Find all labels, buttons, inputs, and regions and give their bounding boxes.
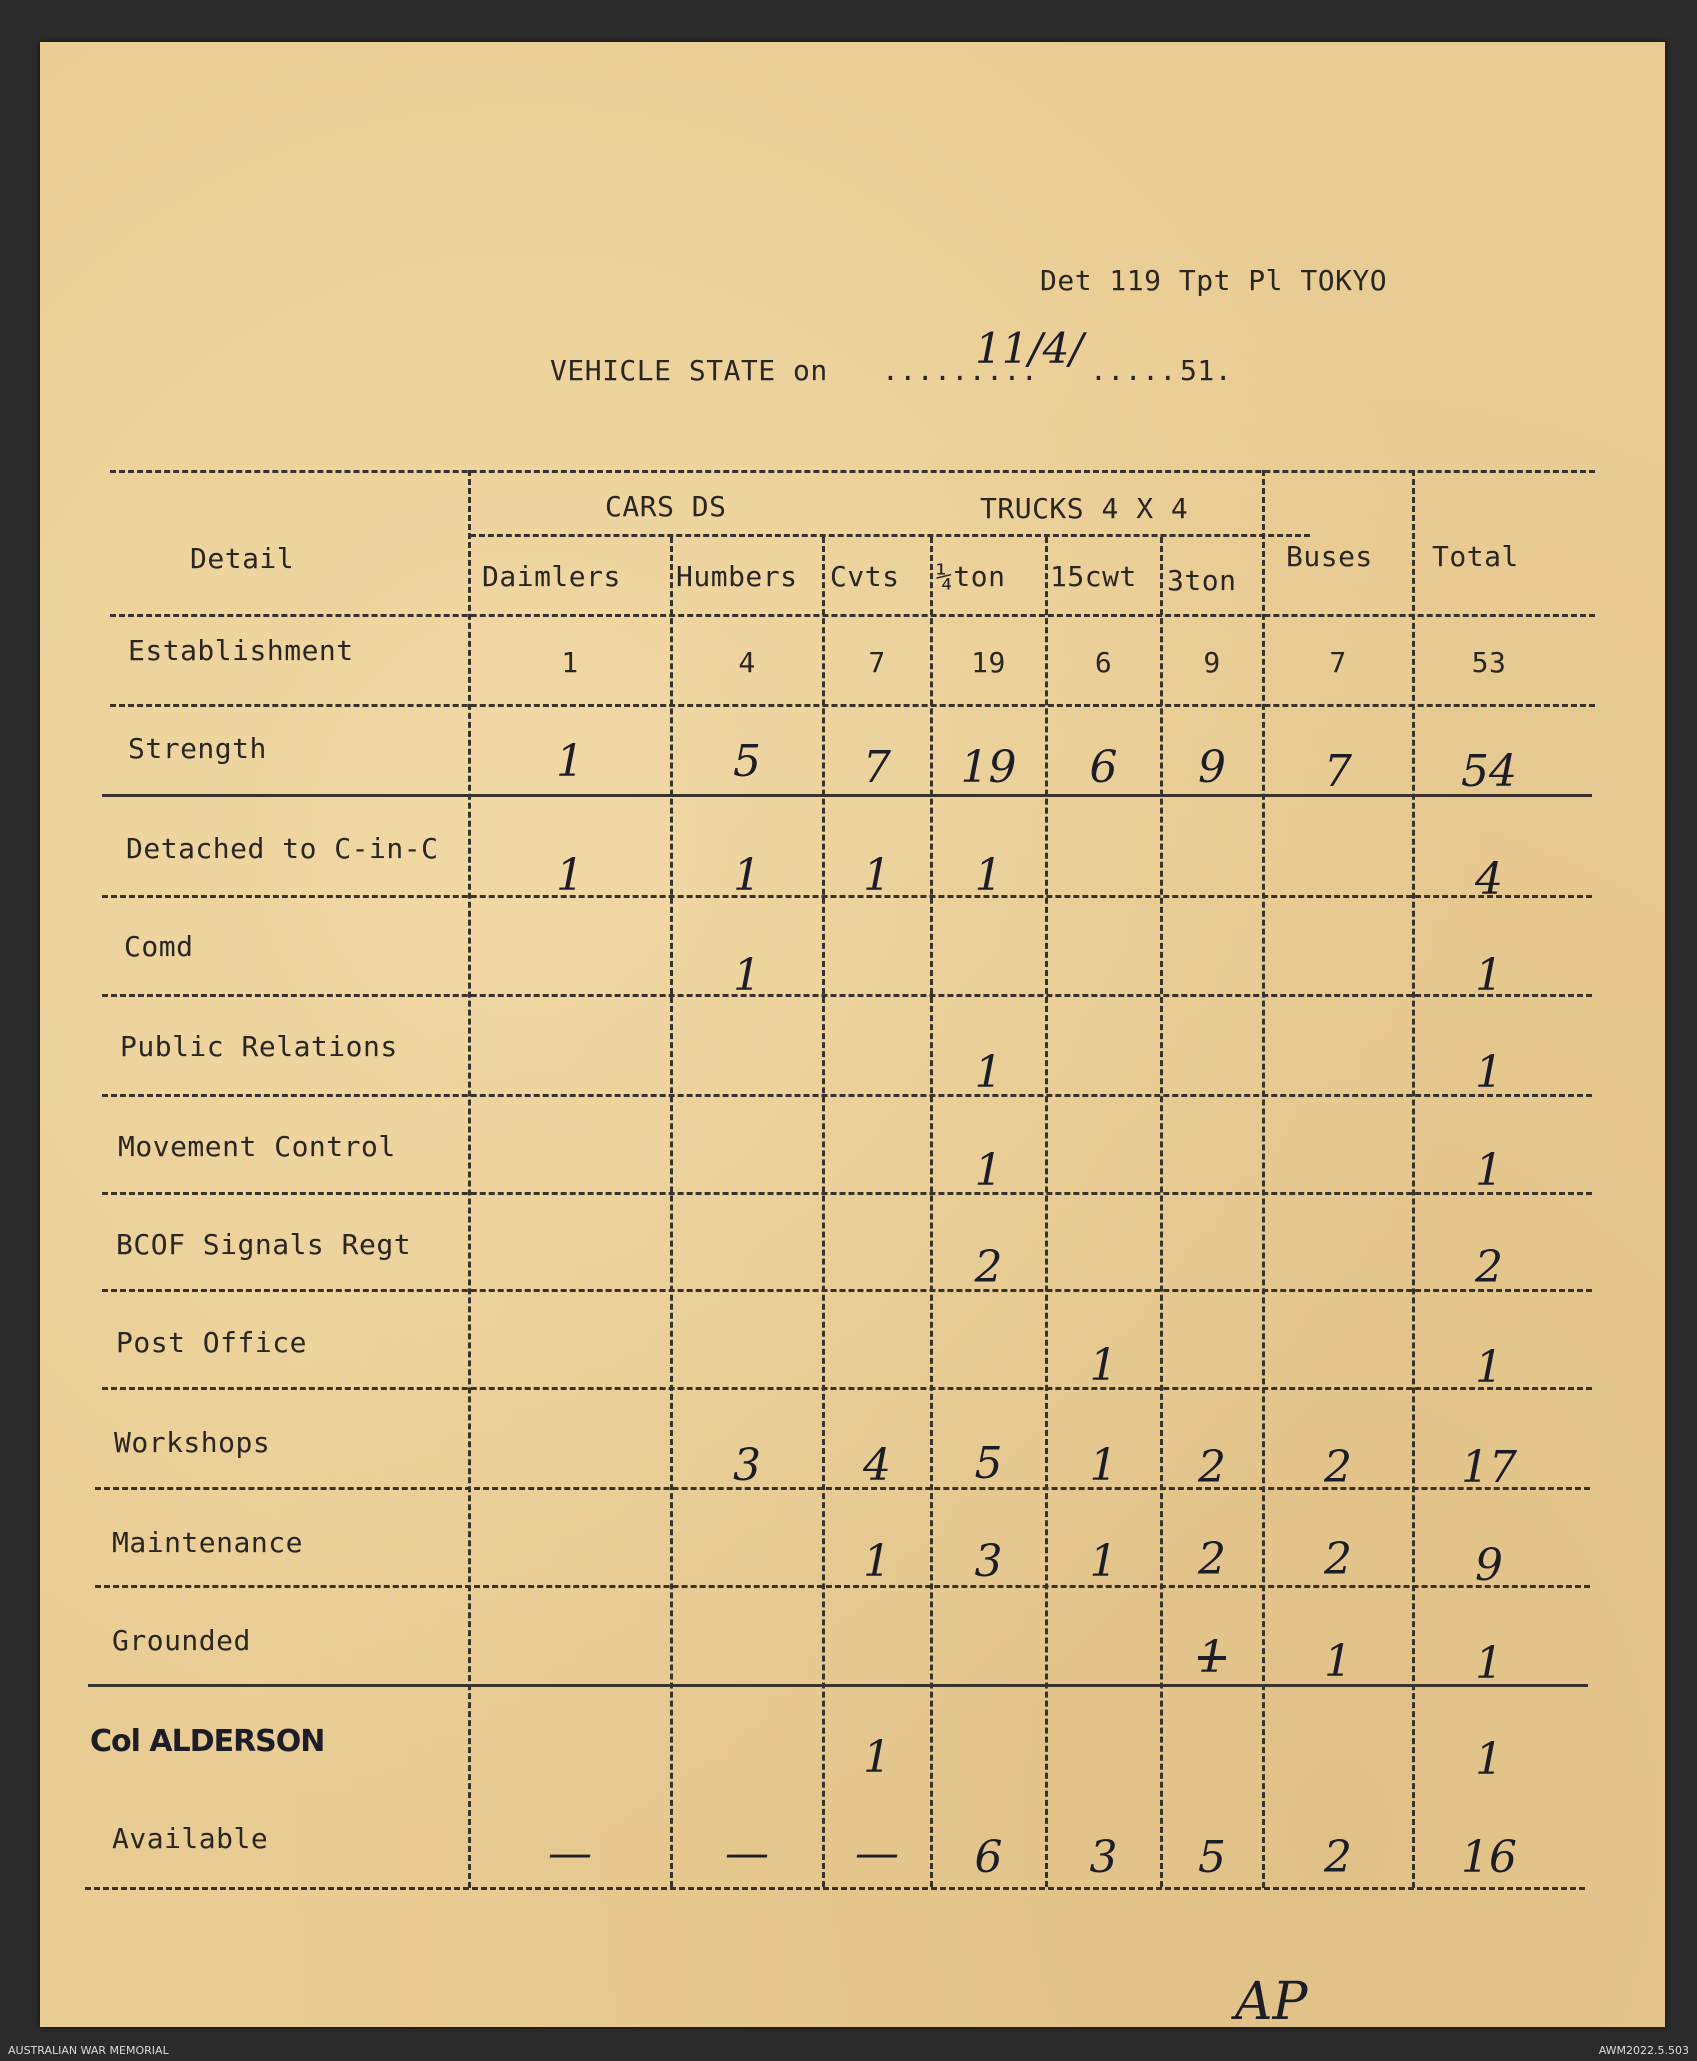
column-rule	[1045, 537, 1048, 1887]
available-3ton: 5	[1198, 1832, 1226, 1883]
cars-group-header: CARS DS	[605, 490, 727, 523]
handwritten-date: 11/4/	[975, 324, 1084, 373]
workshops-quarter-ton: 5	[974, 1438, 1003, 1489]
daimlers-header: Daimlers	[482, 560, 621, 593]
header-bottom-rule	[110, 614, 1595, 617]
bcof-signals-total: 2	[1475, 1242, 1503, 1293]
strength-quarter-ton: 19	[960, 742, 1017, 793]
maintenance-quarter-ton: 3	[974, 1536, 1003, 1587]
cvts-header: Cvts	[830, 560, 900, 593]
trucks-group-header: TRUCKS 4 X 4	[980, 492, 1189, 525]
column-rule	[822, 537, 825, 1887]
quarter-ton-header: ¼ton	[936, 560, 1006, 593]
footer-accession-number: AWM2022.5.503	[1598, 2044, 1689, 2057]
row-label-establishment: Establishment	[128, 634, 354, 667]
movement-control-total: 1	[1475, 1145, 1503, 1196]
detached-humbers: 1	[733, 850, 761, 901]
strength-total: 54	[1461, 746, 1517, 797]
title-dots-right: .....	[1090, 354, 1177, 387]
subheader-rule	[470, 534, 1310, 537]
row-label-grounded: Grounded	[112, 1624, 251, 1657]
humbers-header: Humbers	[676, 560, 798, 593]
alderson-cvts: 1	[863, 1732, 891, 1783]
available-15cwt: 3	[1089, 1832, 1118, 1883]
establishment-humbers: 4	[738, 646, 756, 679]
buses-header: Buses	[1286, 540, 1373, 573]
available-daimlers: —	[548, 1828, 592, 1879]
row-rule	[102, 1094, 1592, 1097]
row-label-workshops: Workshops	[114, 1426, 271, 1459]
grounded-3ton: 1	[1198, 1632, 1226, 1683]
available-quarter-ton: 6	[974, 1832, 1003, 1883]
row-label-col-alderson: Col ALDERSON	[90, 1724, 325, 1759]
establishment-quarter-ton: 19	[971, 646, 1006, 679]
row-label-movement-control: Movement Control	[118, 1130, 396, 1163]
workshops-total: 17	[1461, 1442, 1517, 1493]
maintenance-3ton: 2	[1198, 1534, 1226, 1585]
table-top-rule	[110, 470, 1595, 473]
strength-buses: 7	[1324, 746, 1352, 797]
post-office-15cwt: 1	[1089, 1340, 1118, 1391]
detached-daimlers: 1	[556, 850, 584, 901]
alderson-total: 1	[1475, 1734, 1503, 1785]
column-rule	[1160, 537, 1163, 1887]
available-total: 16	[1461, 1832, 1517, 1883]
strength-3ton: 9	[1198, 742, 1226, 793]
movement-control-quarter-ton: 1	[974, 1145, 1003, 1196]
establishment-total: 53	[1471, 646, 1507, 679]
row-label-public-relations: Public Relations	[120, 1030, 398, 1063]
row-label-available: Available	[112, 1822, 269, 1855]
total-header: Total	[1432, 540, 1519, 573]
row-label-strength: Strength	[128, 732, 267, 765]
workshops-humbers: 3	[733, 1440, 761, 1491]
establishment-cvts: 7	[868, 646, 886, 679]
detail-column-rule	[468, 470, 471, 1888]
establishment-bottom-rule	[110, 704, 1595, 707]
15cwt-header: 15cwt	[1050, 560, 1137, 593]
table-bottom-rule	[85, 1887, 1585, 1890]
row-label-bcof-signals: BCOF Signals Regt	[116, 1228, 412, 1261]
public-relations-total: 1	[1475, 1047, 1503, 1098]
maintenance-15cwt: 1	[1089, 1536, 1118, 1587]
establishment-3ton: 9	[1203, 646, 1221, 679]
grounded-total: 1	[1475, 1638, 1503, 1689]
maintenance-cvts: 1	[863, 1536, 891, 1587]
row-rule	[102, 1289, 1592, 1292]
title-prefix: VEHICLE STATE on	[550, 354, 828, 387]
workshops-3ton: 2	[1198, 1442, 1226, 1493]
detail-header: Detail	[190, 542, 295, 575]
unit-heading: Det 119 Tpt Pl TOKYO	[1040, 264, 1388, 297]
strength-humbers: 5	[733, 736, 761, 787]
row-rule	[102, 994, 1592, 997]
row-label-detached: Detached to C-in-C	[126, 832, 439, 865]
workshops-cvts: 4	[863, 1440, 891, 1491]
row-rule	[102, 1387, 1592, 1390]
column-rule	[930, 537, 933, 1887]
comd-humbers: 1	[733, 950, 761, 1001]
workshops-15cwt: 1	[1089, 1440, 1118, 1491]
signature-initials: AP	[1235, 1972, 1308, 2032]
available-cvts: —	[855, 1828, 899, 1879]
public-relations-quarter-ton: 1	[974, 1047, 1003, 1098]
row-rule	[102, 1192, 1592, 1195]
strength-15cwt: 6	[1089, 742, 1118, 793]
row-label-maintenance: Maintenance	[112, 1526, 303, 1559]
comd-total: 1	[1475, 950, 1503, 1001]
available-humbers: —	[725, 1828, 769, 1879]
bcof-signals-quarter-ton: 2	[974, 1242, 1003, 1293]
establishment-15cwt: 6	[1094, 646, 1113, 679]
strength-daimlers: 1	[556, 736, 584, 787]
establishment-daimlers: 1	[561, 646, 579, 679]
workshops-buses: 2	[1324, 1442, 1352, 1493]
post-office-total: 1	[1475, 1342, 1503, 1393]
maintenance-buses: 2	[1324, 1534, 1352, 1585]
maintenance-total: 9	[1475, 1540, 1503, 1591]
title-year: 51.	[1180, 354, 1233, 387]
establishment-buses: 7	[1329, 646, 1347, 679]
strength-cvts: 7	[863, 742, 891, 793]
available-buses: 2	[1324, 1832, 1352, 1883]
title-dots-left: .........	[882, 354, 1039, 387]
detached-cvts: 1	[863, 850, 891, 901]
row-label-post-office: Post Office	[116, 1326, 307, 1359]
document-page	[40, 42, 1665, 2032]
grounded-buses: 1	[1324, 1636, 1352, 1687]
row-label-comd: Comd	[124, 930, 194, 963]
detached-total: 4	[1475, 854, 1503, 905]
detached-quarter-ton: 1	[974, 850, 1003, 901]
footer-institution: AUSTRALIAN WAR MEMORIAL	[8, 2044, 169, 2057]
3ton-header: 3ton	[1167, 564, 1237, 597]
